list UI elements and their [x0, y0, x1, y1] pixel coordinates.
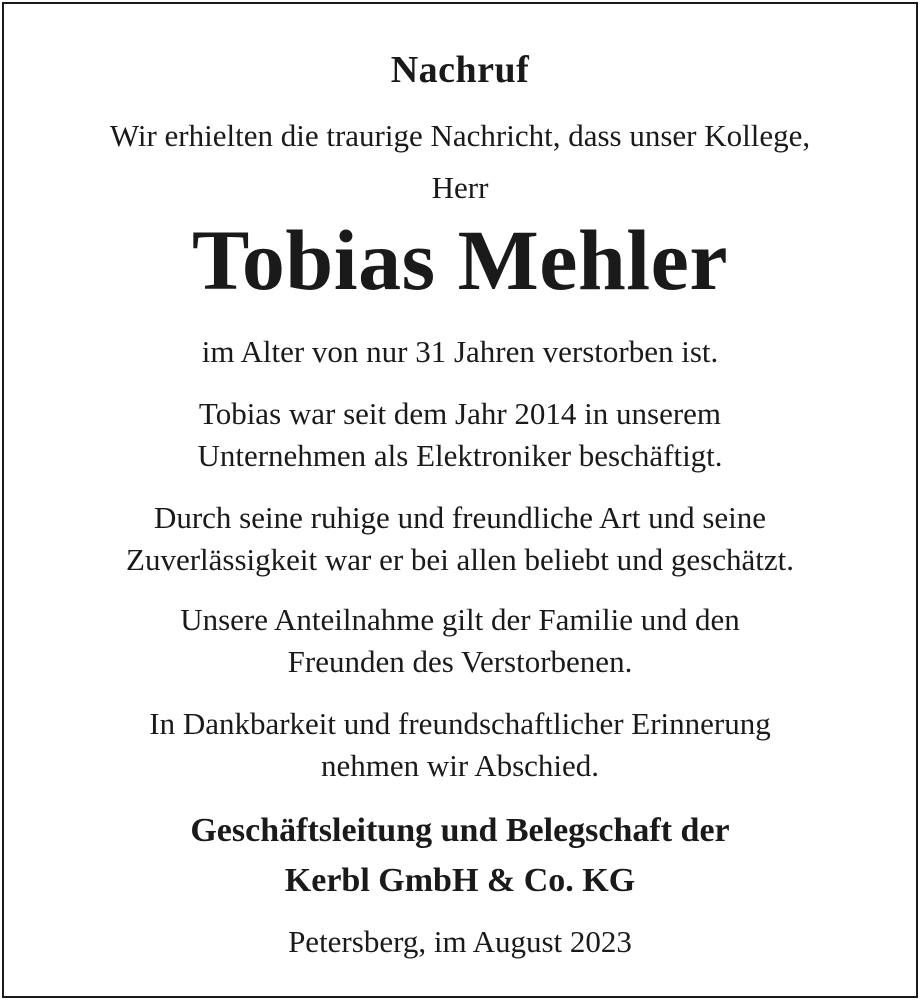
employment-line-2: Unternehmen als Elektroniker beschäftigt. [197, 438, 723, 473]
age-line: im Alter von nur 31 Jahren verstorben ist. [201, 334, 719, 369]
character-line-1: Durch seine ruhige und freundliche Art und seine [153, 500, 767, 535]
farewell-line-1: In Dankbarkeit und freundschaftlicher Erinnerung [149, 706, 771, 741]
place-date: Petersberg, im August 2023 [288, 924, 632, 959]
signature-line-1: Geschäftsleitung und Belegschaft der [190, 812, 730, 849]
character-line-2: Zuverlässigkeit war er bei allen beliebt und geschätzt. [126, 542, 794, 577]
farewell-line-2: nehmen wir Abschied. [320, 748, 600, 783]
condolence-line-1: Unsere Anteilnahme gilt der Familie und den [180, 602, 740, 637]
employment-line-1: Tobias war seit dem Jahr 2014 in unserem [198, 396, 722, 431]
obituary-notice [2, 2, 918, 998]
condolence-line-2: Freunden des Verstorbenen. [287, 644, 633, 679]
salutation: Herr [431, 170, 489, 205]
intro-text: Wir erhielten die traurige Nachricht, dass unser Kollege, [109, 118, 811, 153]
signature-line-2: Kerbl GmbH & Co. KG [284, 862, 636, 899]
deceased-name: Tobias Mehler [191, 212, 729, 308]
notice-heading: Nachruf [390, 49, 530, 91]
